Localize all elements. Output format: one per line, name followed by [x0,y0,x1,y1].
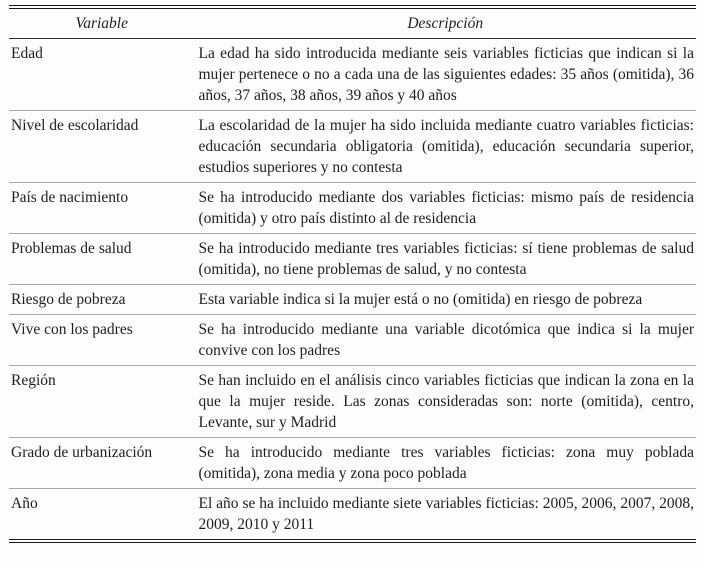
table-row-problemas-de-salud [9,234,696,285]
variable-cell: Nivel de escolaridad [9,111,194,183]
description-cell: Esta variable indica si la mujer está o no (omitida) en riesgo de pobreza [194,285,696,315]
variable-cell: Grado de urbanización [9,438,194,489]
table-header [9,7,696,39]
table-row-vive-con-los-padres [9,315,696,366]
table-row-ano [9,489,696,542]
variable-cell: Problemas de salud [9,234,194,285]
table-row-region [9,366,696,438]
table-row-nivel-de-escolaridad [9,111,696,183]
description-cell: Se han incluido en el análisis cinco variables ficticias que indican la zona en la que la mujer reside. Las zonas consideradas son: norte (omitida), centro, Levante, sur y Madrid [194,366,696,438]
table-row-edad [9,39,696,111]
table-row-grado-de-urbanizacion [9,438,696,489]
variable-cell: Vive con los padres [9,315,194,366]
variable-cell: País de nacimiento [9,183,194,234]
variable-cell: Riesgo de pobreza [9,285,194,315]
description-cell: Se ha introducido mediante tres variables ficticias: zona muy poblada (omitida), zona media y zona poco poblada [194,438,696,489]
description-cell: La escolaridad de la mujer ha sido incluida mediante cuatro variables ficticias: educación secundaria obligatoria (omitida), educación secundaria superior, estudios superiores y no contesta [194,111,696,183]
variable-cell: Año [11,495,38,512]
description-cell: Se ha introducido mediante tres variables ficticias: sí tiene problemas de salud (omitida), no tiene problemas de salud, y no contesta [194,234,696,285]
description-cell: El año se ha incluido mediante siete variables ficticias: 2005, 2006, 2007, 2008, 2009, 2010 y 2011 [198,495,694,533]
description-cell: La edad ha sido introducida mediante seis variables ficticias que indican si la mujer pertenece o no a cada una de las siguientes edades: 35 años (omitida), 36 años, 37 años, 38 años, 39 años y 40 años [194,39,696,111]
table-row-pais-de-nacimiento [9,183,696,234]
col-header-descripcion: Descripción [194,7,696,39]
variable-cell: Edad [9,39,194,111]
header-row [9,7,696,39]
table-body [9,39,696,542]
variables-definition-table [9,5,696,543]
table-row-riesgo-de-pobreza [9,285,696,315]
description-cell: Se ha introducido mediante una variable dicotómica que indica si la mujer convive con los padres [194,315,696,366]
description-cell: Se ha introducido mediante dos variables ficticias: mismo país de residencia (omitida) y otro país distinto al de residencia [194,183,696,234]
variable-cell: Región [9,366,194,438]
col-header-variable: Variable [9,7,194,39]
